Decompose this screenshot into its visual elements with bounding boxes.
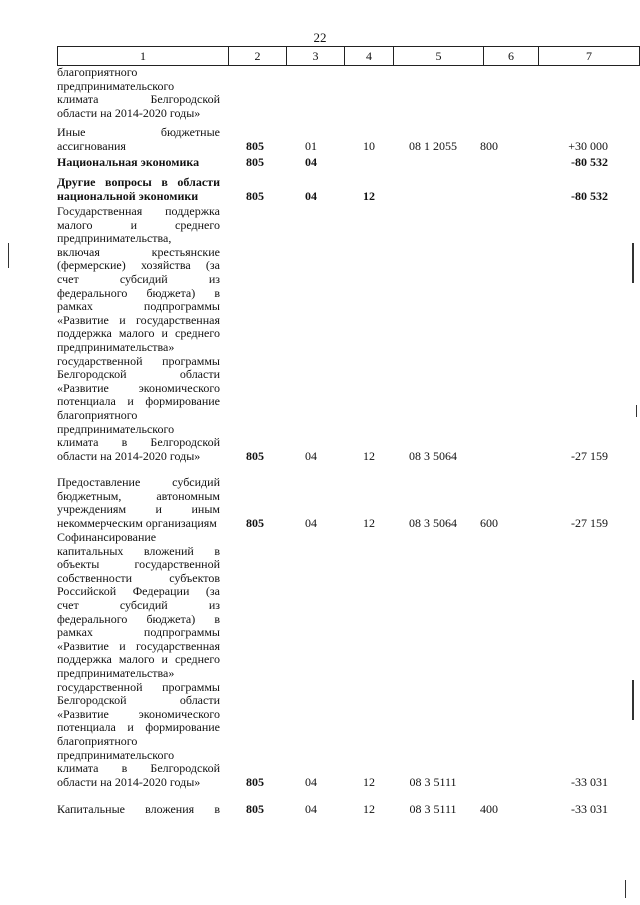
description-line: климата в Белгородской (57, 761, 220, 776)
description-line: объекты государственной (57, 557, 220, 572)
description-line: национальной экономики (57, 188, 199, 203)
row-code-col-5: 08 3 5111 (409, 802, 457, 816)
description-line: предпринимательского (57, 421, 175, 436)
row-code-col-4: 12 (363, 448, 375, 463)
description-line: области на 2014-2020 годы» (57, 448, 201, 463)
description-line: климата Белгородской (57, 92, 220, 107)
description-line: счет субсидий из (57, 271, 220, 286)
page-number: 22 (313, 30, 327, 45)
description-line: государственной программы (57, 679, 220, 694)
row-code-col-5: 08 3 5064 (409, 515, 457, 530)
scan-edge-mark (636, 405, 637, 417)
description-line: учреждениям и иным (57, 502, 220, 517)
header-col-6: 6 (484, 47, 539, 65)
scan-edge-mark (632, 680, 634, 720)
description-line: «Развитие и государственная (57, 638, 220, 653)
scan-edge-mark (8, 243, 9, 268)
description-line: Белгородской области (57, 367, 220, 382)
row-code-col-7: +30 000 (568, 138, 608, 153)
description-line: Другие вопросы в области (57, 175, 220, 189)
row-code-col-4: 12 (363, 515, 375, 530)
row-code-col-4: 12 (363, 188, 375, 203)
row-code-col-7: -27 159 (571, 515, 608, 530)
description-line: некоммерческим организациям (57, 515, 217, 530)
row-code-col-7: -33 031 (571, 774, 608, 789)
row-code-col-5: 08 3 5064 (409, 448, 457, 463)
row-code-col-7: -27 159 (571, 448, 608, 463)
row-code-col-3: 01 (305, 138, 317, 153)
description-line: капитальных вложений в (57, 543, 220, 558)
row-code-col-3: 04 (305, 188, 317, 203)
row-code-col-6: 600 (480, 515, 498, 530)
row-code-col-2: 805 (246, 448, 264, 463)
description-line: «Развитие экономического (57, 706, 220, 721)
description-line: предпринимательства» (57, 339, 175, 354)
table-header (57, 46, 640, 66)
description-line: области на 2014-2020 годы» (57, 105, 201, 120)
header-col-2: 2 (229, 47, 287, 65)
description-line: «Развитие экономического (57, 380, 220, 395)
scan-edge-mark (625, 880, 626, 898)
row-code-col-3: 04 (305, 155, 317, 169)
row-code-col-5: 08 1 2055 (409, 138, 457, 153)
row-description (57, 531, 220, 789)
row-code-col-3: 04 (305, 774, 317, 789)
description-line: государственной программы (57, 353, 220, 368)
description-line: поддержка малого и среднего (57, 326, 220, 341)
row-description (57, 476, 220, 530)
row-code-col-3: 04 (305, 448, 317, 463)
description-line: ассигнования (57, 138, 126, 153)
row-code-col-2: 805 (246, 188, 264, 203)
header-col-1: 1 (58, 47, 229, 65)
description-line: Иные бюджетные (57, 125, 220, 139)
row-description (57, 205, 220, 463)
description-line: счет субсидий из (57, 597, 220, 612)
description-line: потенциала и формирование (57, 720, 220, 735)
row-code-col-3: 04 (305, 802, 317, 816)
description-line: предпринимательского (57, 78, 175, 93)
description-line: благоприятного (57, 733, 138, 748)
description-line: Капитальные вложения в (57, 802, 220, 816)
description-line: предпринимательства, (57, 231, 172, 246)
scan-edge-mark (632, 243, 634, 283)
row-description (57, 126, 220, 153)
description-line: Белгородской области (57, 693, 220, 708)
description-line: собственности субъектов (57, 570, 220, 585)
row-code-col-2: 805 (246, 774, 264, 789)
description-line: Российской Федерации (за (57, 584, 220, 599)
description-line: потенциала и формирование (57, 394, 220, 409)
description-line: Национальная экономика (57, 155, 200, 169)
row-code-col-3: 04 (305, 515, 317, 530)
row-description (57, 803, 220, 817)
row-code-col-2: 805 (246, 802, 264, 816)
row-code-col-2: 805 (246, 138, 264, 153)
description-line: рамках подпрограммы (57, 625, 220, 640)
row-description (57, 66, 220, 120)
row-code-col-4: 12 (363, 802, 375, 816)
header-col-5: 5 (394, 47, 484, 65)
description-line: климата в Белгородской (57, 435, 220, 450)
row-code-col-5: 08 3 5111 (409, 774, 457, 789)
description-line: включая крестьянские (57, 244, 220, 259)
description-line: области на 2014-2020 годы» (57, 774, 201, 789)
description-line: благоприятного (57, 407, 138, 422)
description-line: Государственная поддержка (57, 204, 220, 218)
description-line: рамках подпрограммы (57, 299, 220, 314)
description-line: поддержка малого и среднего (57, 652, 220, 667)
row-code-col-2: 805 (246, 155, 264, 169)
row-code-col-7: -80 532 (571, 188, 608, 203)
header-col-4: 4 (345, 47, 394, 65)
row-code-col-6: 400 (480, 802, 498, 816)
header-col-3: 3 (287, 47, 345, 65)
row-description (57, 176, 220, 203)
row-code-col-4: 12 (363, 774, 375, 789)
description-line: бюджетным, автономным (57, 488, 220, 503)
description-line: федерального бюджета) в (57, 611, 220, 626)
row-code-col-6: 800 (480, 138, 498, 153)
description-line: Предоставление субсидий (57, 475, 220, 489)
description-line: малого и среднего (57, 217, 220, 232)
row-code-col-4: 10 (363, 138, 375, 153)
row-code-col-7: -33 031 (571, 802, 608, 816)
description-line: федерального бюджета) в (57, 285, 220, 300)
description-line: благоприятного (57, 65, 138, 79)
description-line: Софинансирование (57, 530, 157, 544)
description-line: предпринимательского (57, 747, 175, 762)
row-code-col-2: 805 (246, 515, 264, 530)
row-description (57, 156, 220, 170)
description-line: «Развитие и государственная (57, 312, 220, 327)
header-col-7: 7 (539, 47, 640, 65)
row-code-col-7: -80 532 (571, 155, 608, 169)
description-line: предпринимательства» (57, 665, 175, 680)
description-line: (фермерские) хозяйства (за (57, 258, 220, 273)
